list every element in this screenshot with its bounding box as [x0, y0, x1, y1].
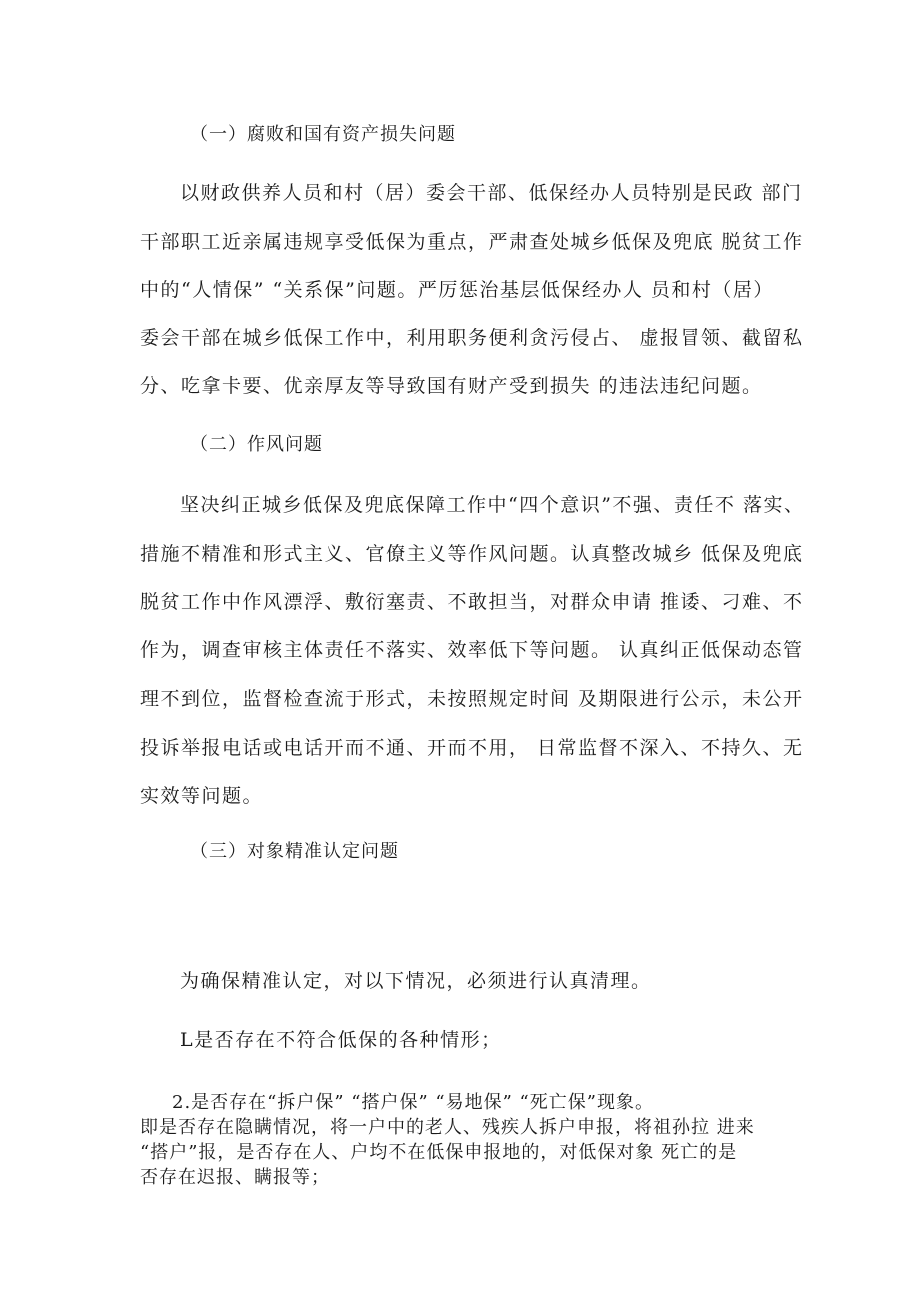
- section-3-intro: 为确保精准认定，对以下情况，必须进行认真清理。: [180, 970, 652, 992]
- section-1-line-1: 以财政供养人员和村（居）委会干部、低保经办人员特别是民政 部门: [180, 182, 803, 204]
- section-1-line-2: 干部职工近亲属违规享受低保为重点，严肃查处城乡低保及兜底 脱贫工作: [140, 231, 804, 253]
- section-2-line-5: 理不到位，监督检查流于形式，未按照规定时间 及期限进行公示，未公开: [140, 688, 804, 710]
- section-3-item-1: L是否存在不符合低保的各种情形；: [180, 1029, 502, 1051]
- section-2-heading: （二）作风问题: [190, 434, 323, 455]
- section-2-line-2: 措施不精准和形式主义、官僚主义等作风问题。认真整改城乡 低保及兜底: [140, 543, 804, 565]
- section-2-line-3: 脱贫工作中作风漂浮、敷衍塞责、不敢担当，对群众申请 推诿、刁难、不: [140, 591, 804, 613]
- section-3-item-2-line-2: 即是否存在隐瞒情况，将一户中的老人、残疾人拆户申报，将祖孙拉 进来: [140, 1117, 755, 1138]
- section-2-line-4: 作为，调查审核主体责任不落实、效率低下等问题。 认真纠正低保动态管: [140, 639, 804, 661]
- section-3-item-2-line-1: 2.是否存在“拆户保” “搭户保” “易地保” “死亡保”现象。: [172, 1092, 654, 1113]
- section-3-heading: （三）对象精准认定问题: [190, 841, 399, 862]
- section-1-line-5: 分、吃拿卡要、优亲厚友等导致国有财产受到损失 的违法违纪问题。: [140, 375, 763, 397]
- section-1-line-4: 委会干部在城乡低保工作中，利用职务便利贪污侵占、 虚报冒领、截留私: [140, 327, 804, 349]
- section-2-line-6: 投诉举报电话或电话开而不通、开而不用， 日常监督不深入、不持久、无: [140, 737, 804, 759]
- section-1-heading: （一）腐败和国有资产损失问题: [190, 124, 456, 145]
- section-2-line-7: 实效等问题。: [140, 785, 264, 807]
- section-3-item-2-line-4: 否存在迟报、瞒报等；: [140, 1167, 330, 1188]
- section-1-line-3: 中的“人情保” “关系保”问题。严厉惩治基层低保经办人 员和村（居）: [140, 279, 774, 301]
- section-2-line-1: 坚决纠正城乡低保及兜底保障工作中“四个意识”不强、责任不 落实、: [180, 494, 805, 516]
- section-3-item-2-line-3: “搭户”报，是否存在人、户均不在低保申报地的，对低保对象 死亡的是: [140, 1142, 738, 1163]
